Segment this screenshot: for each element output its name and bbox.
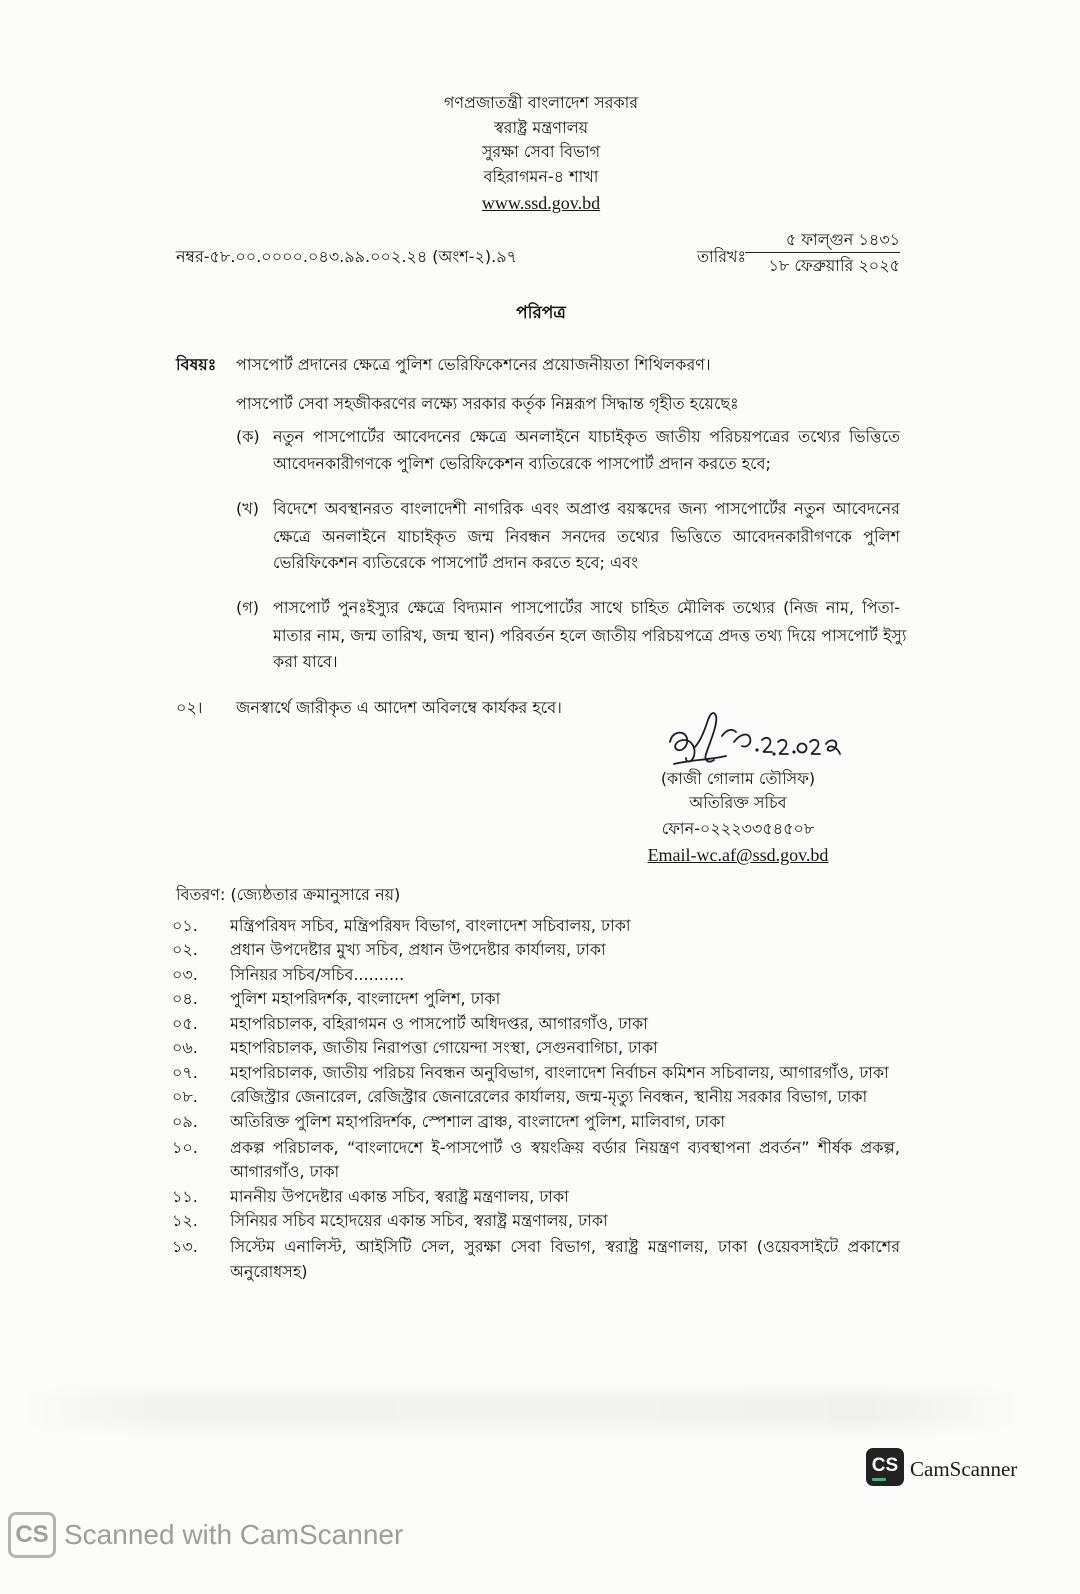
website-url: www.ssd.gov.bd xyxy=(481,193,601,213)
paragraph-line: নতুন পাসপোর্টের আবেদনের ক্ষেত্রে অনলাইনে যাচাইকৃত জাতীয় পরিচয়পত্রের তথ্যের ভিত্তিতে xyxy=(273,427,900,446)
list-item-text: রেজিস্ট্রার জেনারেল, রেজিস্ট্রার জেনারেলের কার্যালয়, জন্ম-মৃত্যু নিবন্ধন, স্থানীয় সরকার বিভাগ, ঢাকা xyxy=(230,1087,868,1106)
list-item-text: মাননীয় উপদেষ্টার একান্ত সচিব, স্বরাষ্ট্র মন্ত্রণালয়, ঢাকা xyxy=(230,1187,569,1206)
list-item-number: ০৭. xyxy=(172,1063,198,1082)
list-item-number: ১১. xyxy=(172,1187,198,1206)
branch-name: বহিরাগমন-৪ শাখা xyxy=(483,167,599,186)
signatory-name: (কাজী গোলাম তৌসিফ) xyxy=(660,769,816,788)
clause-text: জনস্বার্থে জারীকৃত এ আদেশ অবিলম্বে কার্যকর হবে। xyxy=(236,698,562,717)
decision-label: (গ) xyxy=(236,598,259,617)
date-divider xyxy=(745,252,900,253)
watermark-text: Scanned with CamScanner xyxy=(64,1519,404,1550)
memo-number: নম্বর-৫৮.০০.০০০০.০৪৩.৯৯.০০২.২৪ (অংশ-২).৯৭ xyxy=(176,247,518,266)
list-item-text: আগারগাঁও, ঢাকা xyxy=(230,1162,340,1181)
list-item-text: মহাপরিচালক, বহিরাগমন ও পাসপোর্ট অধিদপ্তর, আগারগাঁও, ঢাকা xyxy=(230,1014,648,1033)
paragraph-line: পাসপোর্ট পুনঃইস্যুর ক্ষেত্রে বিদ্যমান পাসপোর্টের সাথে চাহিত মৌলিক তথ্যের (নিজ নাম, পিতা- xyxy=(273,598,900,617)
list-item-text: মন্ত্রিপরিষদ সচিব, মন্ত্রিপরিষদ বিভাগ, বাংলাদেশ সচিবালয়, ঢাকা xyxy=(230,916,631,935)
list-item-number: ০৫. xyxy=(172,1014,198,1033)
list-item-text: সিনিয়র সচিব মহোদয়ের একান্ত সচিব, স্বরাষ্ট্র মন্ত্রণালয়, ঢাকা xyxy=(230,1211,608,1230)
ministry-name: স্বরাষ্ট্র মন্ত্রণালয় xyxy=(493,118,589,137)
signatory-email: Email-wc.af@ssd.gov.bd xyxy=(647,845,829,865)
list-item-text: সিস্টেম এনালিস্ট, আইসিটি সেল, সুরক্ষা সেবা বিভাগ, স্বরাষ্ট্র মন্ত্রণালয়, ঢাকা (ওয়েবসাইটে প্রকাশের xyxy=(230,1237,900,1256)
list-item-number: ০৬. xyxy=(172,1038,198,1057)
list-item-number: ০৩. xyxy=(172,965,198,984)
signatory-designation: অতিরিক্ত সচিব xyxy=(689,793,787,812)
paragraph-line: মাতার নাম, জন্ম তারিখ, জন্ম স্থান) পরিবর্তন হলে জাতীয় পরিচয়পত্রে প্রদত্ত তথ্য দিয়ে পাসপোর্ট ইস্যু xyxy=(273,626,907,645)
list-item-text: মহাপরিচালক, জাতীয় নিরাপত্তা গোয়েন্দা সংস্থা, সেগুনবাগিচা, ঢাকা xyxy=(230,1038,658,1057)
list-item-text: অনুরোধসহ) xyxy=(230,1262,308,1281)
handwritten-signature xyxy=(660,702,845,772)
clause-number: ০২। xyxy=(176,698,203,717)
intro-paragraph: পাসপোর্ট সেবা সহজীকরণের লক্ষ্যে সরকার কর্তৃক নিম্নরূপ সিদ্ধান্ত গৃহীত হয়েছেঃ xyxy=(236,394,739,413)
subject-text: পাসপোর্ট প্রদানের ক্ষেত্রে পুলিশ ভেরিফিকেশনের প্রয়োজনীয়তা শিথিলকরণ। xyxy=(236,355,711,374)
date-bangla-calendar: ৫ ফাল্গুন ১৪৩১ xyxy=(785,230,900,249)
list-item-text: পুলিশ মহাপরিদর্শক, বাংলাদেশ পুলিশ, ঢাকা xyxy=(230,989,501,1008)
decision-label: (খ) xyxy=(236,499,259,518)
paragraph-line: ক্ষেত্রে অনলাইনে যাচাইকৃত জন্ম নিবন্ধন সনদের তথ্যের ভিত্তিতে আবেদনকারীগণকে পুলিশ xyxy=(273,527,900,546)
list-item-text: মহাপরিচালক, জাতীয় পরিচয় নিবন্ধন অনুবিভাগ, বাংলাদেশ নির্বাচন কমিশন সচিবালয়, আগারগাঁও, ঢাকা xyxy=(230,1063,889,1082)
list-item-number: ১৩. xyxy=(172,1237,198,1256)
government-name: গণপ্রজাতন্ত্রী বাংলাদেশ সরকার xyxy=(443,93,639,112)
decision-label: (ক) xyxy=(236,427,260,446)
list-item-number: ০২. xyxy=(172,940,198,959)
paragraph-line: করা যাবে। xyxy=(273,652,338,671)
list-item-number: ১০. xyxy=(172,1138,198,1157)
list-item-text: প্রকল্প পরিচালক, “বাংলাদেশে ই-পাসপোর্ট ও স্বয়ংক্রিয় বর্ডার নিয়ন্ত্রণ ব্যবস্থাপনা প্রবর্তন” শীর্ষক প্রকল্প, xyxy=(230,1138,900,1157)
list-item-number: ০১. xyxy=(172,916,198,935)
camscanner-logo-text: CamScanner xyxy=(910,1457,1018,1481)
camscanner-logo-accent xyxy=(872,1478,886,1481)
signatory-phone: ফোন-০২২২৩৩৫৪৫০৮ xyxy=(661,819,815,838)
list-item-text: প্রধান উপদেষ্টার মুখ্য সচিব, প্রধান উপদেষ্টার কার্যালয়, ঢাকা xyxy=(230,940,606,959)
distribution-heading: বিতরণ: (জ্যেষ্ঠতার ক্রমানুসারে নয়) xyxy=(176,885,401,904)
watermark-cs-icon xyxy=(8,1512,56,1558)
document-title: পরিপত্র xyxy=(516,303,566,323)
date-label: তারিখঃ xyxy=(697,247,747,266)
list-item-text: অতিরিক্ত পুলিশ মহাপরিদর্শক, স্পেশাল ব্রাঞ্চ, বাংলাদেশ পুলিশ, মালিবাগ, ঢাকা xyxy=(230,1112,726,1131)
subject-label: বিষয়ঃ xyxy=(176,355,217,374)
paragraph-line: ভেরিফিকেশন ব্যতিরেকে পাসপোর্ট প্রদান করতে হবে; এবং xyxy=(273,553,638,572)
date-gregorian: ১৮ ফেব্রুয়ারি ২০২৫ xyxy=(768,256,900,275)
camscanner-logo-badge-text: CS xyxy=(871,1455,899,1476)
list-item-number: ০৪. xyxy=(172,989,198,1008)
list-item-number: ০৯. xyxy=(172,1112,198,1131)
camscanner-logo-icon xyxy=(866,1448,904,1486)
division-name: সুরক্ষা সেবা বিভাগ xyxy=(481,142,601,161)
list-item-text: সিনিয়র সচিব/সচিব.......... xyxy=(230,965,405,984)
scan-smudge xyxy=(20,1392,1020,1428)
paragraph-line: বিদেশে অবস্থানরত বাংলাদেশী নাগরিক এবং অপ্রাপ্ত বয়স্কদের জন্য পাসপোর্টের নতুন আবেদনের xyxy=(273,499,900,518)
watermark-badge-text: CS xyxy=(15,1521,49,1548)
paragraph-line: আবেদনকারীগণকে পুলিশ ভেরিফিকেশন ব্যতিরেকে পাসপোর্ট প্রদান করতে হবে; xyxy=(273,454,771,473)
list-item-number: ১২. xyxy=(172,1211,198,1230)
list-item-number: ০৮. xyxy=(172,1087,198,1106)
